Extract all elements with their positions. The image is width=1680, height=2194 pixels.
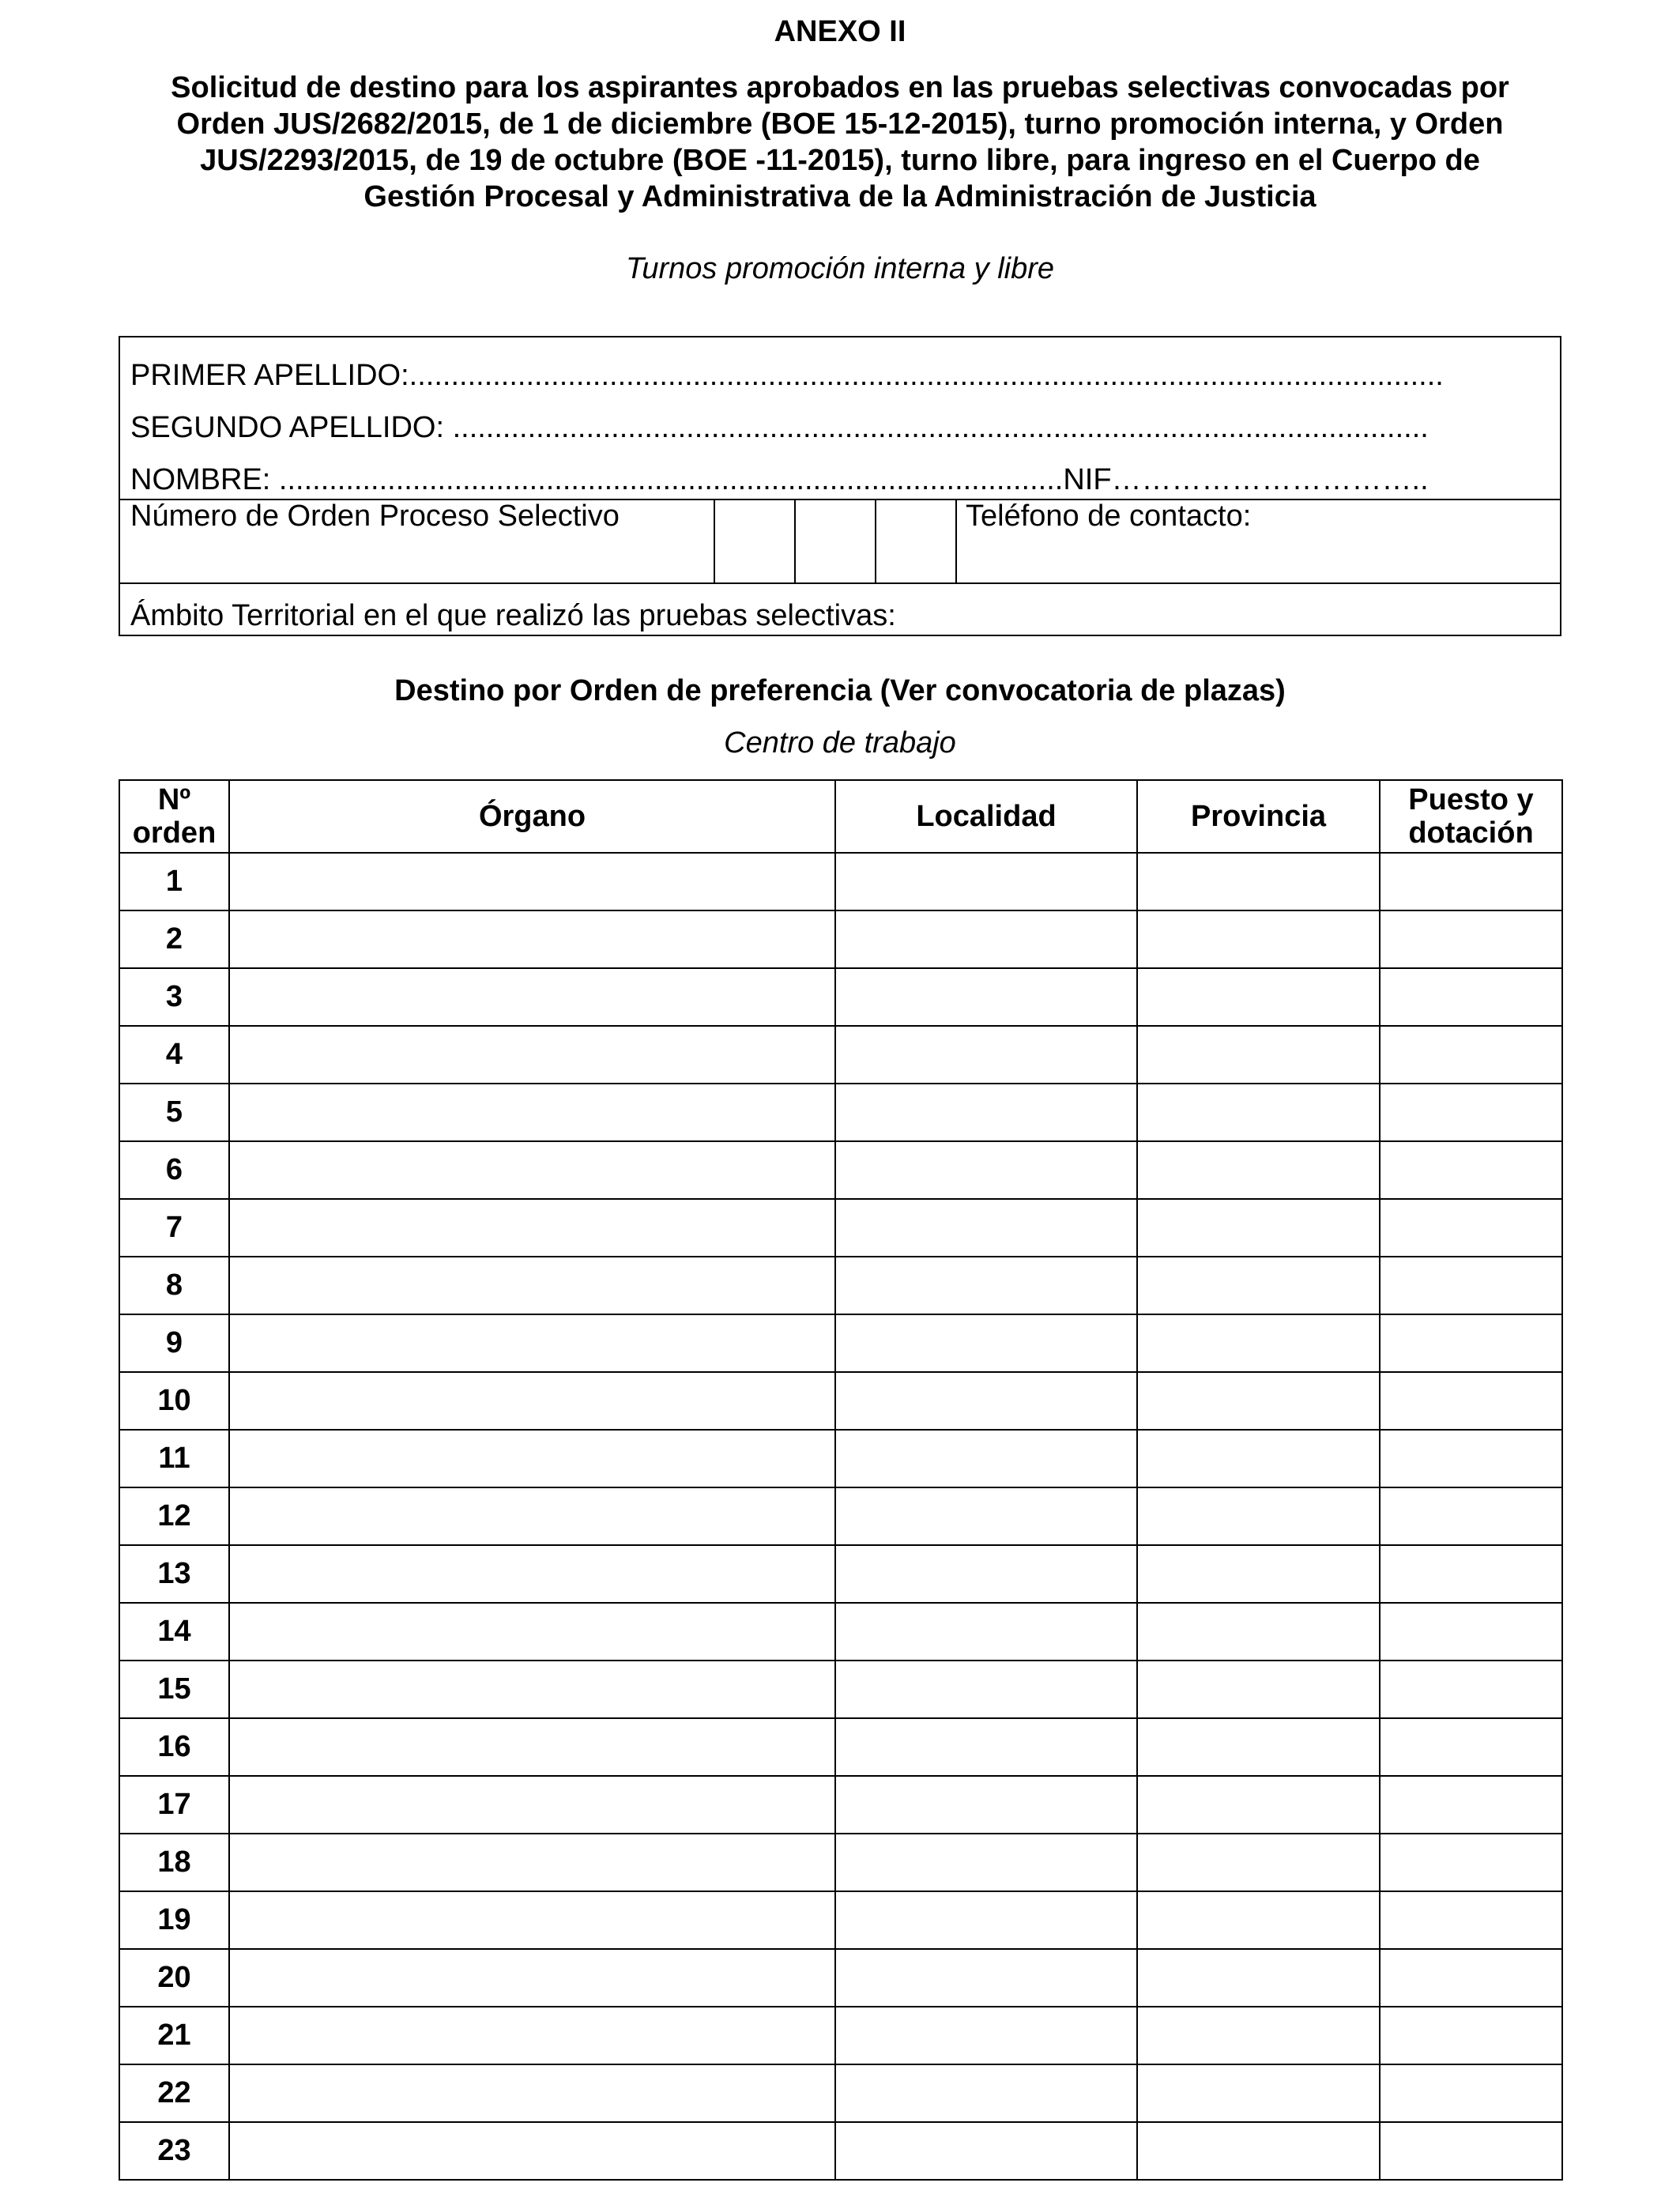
provincia-cell[interactable]: [1137, 1372, 1380, 1430]
organo-cell[interactable]: [229, 1372, 835, 1430]
row-number: 13: [119, 1545, 229, 1603]
header-label: dotación: [1408, 816, 1534, 850]
row-number: 11: [119, 1430, 229, 1487]
puesto-cell[interactable]: [1380, 1776, 1562, 1834]
document-subtitle: [119, 70, 1561, 215]
organo-cell[interactable]: [229, 1603, 835, 1661]
telefono-field[interactable]: Teléfono de contacto:: [966, 499, 1252, 533]
localidad-cell[interactable]: [835, 910, 1137, 968]
provincia-cell[interactable]: [1137, 1834, 1380, 1891]
puesto-cell[interactable]: [1380, 1545, 1562, 1603]
table-row: [119, 2064, 1562, 2122]
localidad-cell[interactable]: [835, 1834, 1137, 1891]
row-number: 4: [119, 1026, 229, 1084]
table-row: [119, 2122, 1562, 2180]
row-number: 17: [119, 1776, 229, 1834]
puesto-cell[interactable]: [1380, 1026, 1562, 1084]
provincia-cell[interactable]: [1137, 1545, 1380, 1603]
puesto-cell[interactable]: [1380, 2064, 1562, 2122]
column-header-numero-orden: [119, 780, 229, 853]
localidad-cell[interactable]: [835, 1891, 1137, 1949]
table-row: [119, 1718, 1562, 1776]
row-number: 16: [119, 1718, 229, 1776]
header-label: orden: [132, 816, 217, 850]
localidad-cell[interactable]: [835, 853, 1137, 910]
localidad-cell[interactable]: [835, 1372, 1137, 1430]
table-row: [119, 1776, 1562, 1834]
localidad-cell[interactable]: [835, 1603, 1137, 1661]
row-number: 15: [119, 1661, 229, 1718]
turnos-caption: Turnos promoción interna y libre: [625, 252, 1055, 285]
organo-cell[interactable]: [229, 1199, 835, 1257]
row-number: 21: [119, 2007, 229, 2064]
provincia-cell[interactable]: [1137, 1257, 1380, 1314]
organo-cell[interactable]: [229, 1545, 835, 1603]
puesto-cell[interactable]: [1380, 968, 1562, 1026]
personal-data-box: [119, 336, 1561, 636]
table-row: [119, 853, 1562, 910]
centro-trabajo-caption: Centro de trabajo: [724, 726, 956, 760]
header-label: Nº: [157, 783, 191, 816]
table-row: [119, 1603, 1562, 1661]
annex-title: ANEXO II: [774, 15, 906, 48]
provincia-cell[interactable]: [1137, 1487, 1380, 1545]
puesto-cell[interactable]: [1380, 910, 1562, 968]
organo-cell[interactable]: [229, 1026, 835, 1084]
organo-cell[interactable]: [229, 1314, 835, 1372]
table-row: [119, 1891, 1562, 1949]
row-number: 5: [119, 1084, 229, 1141]
subtitle-line: Orden JUS/2682/2015, de 1 de diciembre (BOE 15-12-2015), turno promoción interna, y Orden: [176, 107, 1504, 141]
puesto-cell[interactable]: [1380, 1430, 1562, 1487]
row-number: 7: [119, 1199, 229, 1257]
puesto-cell[interactable]: [1380, 853, 1562, 910]
provincia-cell[interactable]: [1137, 1718, 1380, 1776]
table-row: [119, 1257, 1562, 1314]
puesto-cell[interactable]: [1380, 1949, 1562, 2007]
divider: [955, 499, 957, 582]
puesto-cell[interactable]: [1380, 1141, 1562, 1199]
table-row: [119, 1372, 1562, 1430]
organo-cell[interactable]: [229, 968, 835, 1026]
localidad-cell[interactable]: [835, 1487, 1137, 1545]
puesto-cell[interactable]: [1380, 1257, 1562, 1314]
provincia-cell[interactable]: [1137, 968, 1380, 1026]
table-row: [119, 910, 1562, 968]
table-row: [119, 1141, 1562, 1199]
column-header-organo: Órgano: [229, 780, 835, 853]
localidad-cell[interactable]: [835, 968, 1137, 1026]
provincia-cell[interactable]: [1137, 2122, 1380, 2180]
organo-cell[interactable]: [229, 1141, 835, 1199]
table-row: [119, 1199, 1562, 1257]
localidad-cell[interactable]: [835, 1661, 1137, 1718]
provincia-cell[interactable]: [1137, 1141, 1380, 1199]
organo-cell[interactable]: [229, 1487, 835, 1545]
localidad-cell[interactable]: [835, 2122, 1137, 2180]
row-number: 8: [119, 1257, 229, 1314]
puesto-cell[interactable]: [1380, 1314, 1562, 1372]
puesto-cell[interactable]: [1380, 2122, 1562, 2180]
localidad-cell[interactable]: [835, 2064, 1137, 2122]
row-number: 9: [119, 1314, 229, 1372]
puesto-cell[interactable]: [1380, 1718, 1562, 1776]
localidad-cell[interactable]: [835, 2007, 1137, 2064]
table-row: [119, 1487, 1562, 1545]
puesto-cell[interactable]: [1380, 1661, 1562, 1718]
row-number: 10: [119, 1372, 229, 1430]
provincia-cell[interactable]: [1137, 1949, 1380, 2007]
column-header-localidad: Localidad: [835, 780, 1137, 853]
organo-cell[interactable]: [229, 1949, 835, 2007]
localidad-cell[interactable]: [835, 1430, 1137, 1487]
divider: [120, 582, 1560, 584]
provincia-cell[interactable]: [1137, 910, 1380, 968]
column-header-puesto: [1380, 780, 1562, 853]
provincia-cell[interactable]: [1137, 2007, 1380, 2064]
numero-orden-box-2[interactable]: [796, 500, 875, 582]
table-header-row: [119, 780, 1562, 853]
puesto-cell[interactable]: [1380, 1084, 1562, 1141]
preferences-table-body: [119, 853, 1562, 2180]
provincia-cell[interactable]: [1137, 1199, 1380, 1257]
table-row: [119, 1661, 1562, 1718]
segundo-apellido-field[interactable]: SEGUNDO APELLIDO: .....................................................................................................................: [130, 411, 1429, 444]
organo-cell[interactable]: [229, 2064, 835, 2122]
preferences-table: [119, 779, 1563, 2181]
provincia-cell[interactable]: [1137, 1430, 1380, 1487]
localidad-cell[interactable]: [835, 1257, 1137, 1314]
row-number: 2: [119, 910, 229, 968]
organo-cell[interactable]: [229, 910, 835, 968]
numero-orden-label: Número de Orden Proceso Selectivo: [130, 499, 620, 533]
numero-orden-box-1[interactable]: [715, 500, 794, 582]
provincia-cell[interactable]: [1137, 1603, 1380, 1661]
table-row: [119, 1834, 1562, 1891]
localidad-cell[interactable]: [835, 1718, 1137, 1776]
localidad-cell[interactable]: [835, 1026, 1137, 1084]
puesto-cell[interactable]: [1380, 2007, 1562, 2064]
provincia-cell[interactable]: [1137, 1026, 1380, 1084]
localidad-cell[interactable]: [835, 1084, 1137, 1141]
provincia-cell[interactable]: [1137, 853, 1380, 910]
provincia-cell[interactable]: [1137, 1314, 1380, 1372]
puesto-cell[interactable]: [1380, 1891, 1562, 1949]
provincia-cell[interactable]: [1137, 1776, 1380, 1834]
nombre-nif-field[interactable]: NOMBRE: ..............................................................................................NIF…………………………..: [130, 463, 1429, 496]
localidad-cell[interactable]: [835, 1545, 1137, 1603]
preferences-heading: Destino por Orden de preferencia (Ver convocatoria de plazas): [394, 674, 1286, 707]
numero-orden-box-3[interactable]: [876, 500, 955, 582]
organo-cell[interactable]: [229, 1834, 835, 1891]
table-row: [119, 1545, 1562, 1603]
localidad-cell[interactable]: [835, 1314, 1137, 1372]
primer-apellido-field[interactable]: PRIMER APELLIDO:............................................................................................................................: [130, 359, 1444, 392]
puesto-cell[interactable]: [1380, 1603, 1562, 1661]
organo-cell[interactable]: [229, 1718, 835, 1776]
organo-cell[interactable]: [229, 2122, 835, 2180]
localidad-cell[interactable]: [835, 1949, 1137, 2007]
row-number: 19: [119, 1891, 229, 1949]
table-row: [119, 2007, 1562, 2064]
column-header-provincia: Provincia: [1137, 780, 1380, 853]
table-row: [119, 1314, 1562, 1372]
row-number: 14: [119, 1603, 229, 1661]
row-number: 18: [119, 1834, 229, 1891]
organo-cell[interactable]: [229, 1661, 835, 1718]
table-row: [119, 1026, 1562, 1084]
table-row: [119, 1430, 1562, 1487]
table-row: [119, 1084, 1562, 1141]
organo-cell[interactable]: [229, 1257, 835, 1314]
row-number: 12: [119, 1487, 229, 1545]
organo-cell[interactable]: [229, 1891, 835, 1949]
table-row: [119, 968, 1562, 1026]
puesto-cell[interactable]: [1380, 1487, 1562, 1545]
subtitle-line: JUS/2293/2015, de 19 de octubre (BOE -11-2015), turno libre, para ingreso en el Cuerpo de: [200, 144, 1480, 177]
organo-cell[interactable]: [229, 1776, 835, 1834]
row-number: 1: [119, 853, 229, 910]
localidad-cell[interactable]: [835, 1141, 1137, 1199]
organo-cell[interactable]: [229, 1430, 835, 1487]
provincia-cell[interactable]: [1137, 2064, 1380, 2122]
row-number: 3: [119, 968, 229, 1026]
provincia-cell[interactable]: [1137, 1891, 1380, 1949]
localidad-cell[interactable]: [835, 1199, 1137, 1257]
puesto-cell[interactable]: [1380, 1834, 1562, 1891]
organo-cell[interactable]: [229, 1084, 835, 1141]
organo-cell[interactable]: [229, 2007, 835, 2064]
row-number: 20: [119, 1949, 229, 2007]
header-label: Puesto y: [1408, 783, 1534, 816]
ambito-territorial-field[interactable]: Ámbito Territorial en el que realizó las pruebas selectivas:: [130, 599, 896, 632]
row-number: 6: [119, 1141, 229, 1199]
row-number: 22: [119, 2064, 229, 2122]
localidad-cell[interactable]: [835, 1776, 1137, 1834]
row-number: 23: [119, 2122, 229, 2180]
table-row: [119, 1949, 1562, 2007]
puesto-cell[interactable]: [1380, 1372, 1562, 1430]
organo-cell[interactable]: [229, 853, 835, 910]
puesto-cell[interactable]: [1380, 1199, 1562, 1257]
subtitle-line: Solicitud de destino para los aspirantes aprobados en las pruebas selectivas convocadas por: [171, 71, 1509, 104]
subtitle-line: Gestión Procesal y Administrativa de la Administración de Justicia: [363, 180, 1317, 213]
provincia-cell[interactable]: [1137, 1661, 1380, 1718]
provincia-cell[interactable]: [1137, 1084, 1380, 1141]
